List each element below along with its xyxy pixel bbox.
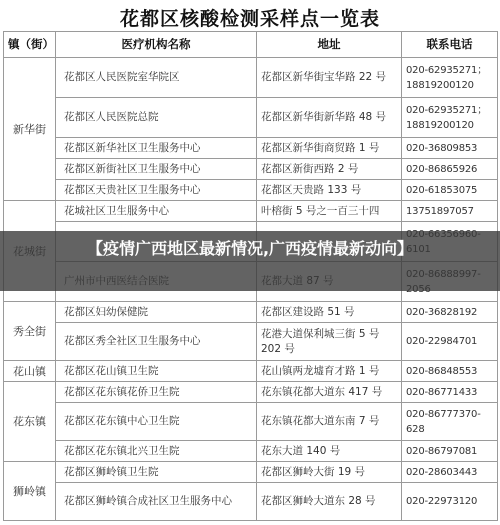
address-cell: 花山镇两龙墟育才路 1 号 — [257, 361, 402, 382]
header-address: 地址 — [257, 32, 402, 58]
institution-cell: 花都区新华社区卫生服务中心 — [56, 138, 257, 159]
town-cell: 新华街 — [4, 58, 56, 201]
table-row — [4, 58, 498, 98]
institution-cell: 花都区人民医院总院 — [56, 98, 257, 138]
institution-cell: 花都区花山镇卫生院 — [56, 361, 257, 382]
header-town: 镇（街） — [4, 32, 56, 58]
institution-cell: 花城社区卫生服务中心 — [56, 201, 257, 222]
phone-cell: 020-36828192 — [402, 302, 498, 323]
town-cell: 花东镇 — [4, 382, 56, 462]
header-phone: 联系电话 — [402, 32, 498, 58]
phone-cell: 020-62935271；18819200120 — [402, 58, 498, 98]
table-row — [4, 201, 498, 222]
address-cell: 花都区建设路 51 号 — [257, 302, 402, 323]
phone-cell: 020-28603443 — [402, 462, 498, 483]
phone-cell: 020-86848553 — [402, 361, 498, 382]
phone-cell: 020-36809853 — [402, 138, 498, 159]
phone-cell: 020-86771433 — [402, 382, 498, 403]
institution-cell: 花都区人民医院室华院区 — [56, 58, 257, 98]
institution-cell: 花都区天贵社区卫生服务中心 — [56, 180, 257, 201]
table-row — [4, 441, 498, 462]
headline-overlay-text: 【疫情广西地区最新情况,广西疫情最新动向】 — [86, 239, 414, 258]
table-header-row — [4, 32, 498, 58]
table-row — [4, 361, 498, 382]
phone-cell: 020-22984701 — [402, 323, 498, 361]
institution-cell: 花都区妇幼保健院 — [56, 302, 257, 323]
town-cell: 秀全街 — [4, 302, 56, 361]
institution-cell: 花都区狮岭镇合成社区卫生服务中心 — [56, 483, 257, 521]
table-row — [4, 180, 498, 201]
address-cell: 花东镇花都大道东南 7 号 — [257, 403, 402, 441]
header-institution: 医疗机构名称 — [56, 32, 257, 58]
table-row — [4, 159, 498, 180]
address-cell: 花都区狮岭大道东 28 号 — [257, 483, 402, 521]
institution-cell: 花都区花东镇花侨卫生院 — [56, 382, 257, 403]
institution-cell: 花都区秀全社区卫生服务中心 — [56, 323, 257, 361]
table-row — [4, 138, 498, 159]
institution-cell: 花都区新街社区卫生服务中心 — [56, 159, 257, 180]
phone-cell: 13751897057 — [402, 201, 498, 222]
address-cell: 花东大道 140 号 — [257, 441, 402, 462]
address-cell: 花东镇花都大道东 417 号 — [257, 382, 402, 403]
table-row — [4, 323, 498, 361]
table-row — [4, 98, 498, 138]
institution-cell: 花都区狮岭镇卫生院 — [56, 462, 257, 483]
town-cell: 狮岭镇 — [4, 462, 56, 521]
table-row — [4, 483, 498, 521]
address-cell: 花都区新街西路 2 号 — [257, 159, 402, 180]
address-cell: 花都区天贵路 133 号 — [257, 180, 402, 201]
phone-cell: 020-86865926 — [402, 159, 498, 180]
address-cell: 花港大道保利城三街 5 号 202 号 — [257, 323, 402, 361]
address-cell: 花都区新华街新华路 48 号 — [257, 98, 402, 138]
address-cell: 花都区狮岭大街 19 号 — [257, 462, 402, 483]
phone-cell: 020-62935271；18819200120 — [402, 98, 498, 138]
table-row — [4, 382, 498, 403]
institution-cell: 花都区花东镇北兴卫生院 — [56, 441, 257, 462]
phone-cell: 020-86777370-628 — [402, 403, 498, 441]
phone-cell: 020-22973120 — [402, 483, 498, 521]
table-row — [4, 462, 498, 483]
address-cell: 花都区新华街宝华路 22 号 — [257, 58, 402, 98]
town-cell: 花山镇 — [4, 361, 56, 382]
phone-cell: 020-61853075 — [402, 180, 498, 201]
table-row — [4, 403, 498, 441]
address-cell: 叶榕街 5 号之一百三十四 — [257, 201, 402, 222]
table-row — [4, 302, 498, 323]
page-title: 花都区核酸检测采样点一览表 — [119, 8, 380, 30]
phone-cell: 020-86797081 — [402, 441, 498, 462]
institution-cell: 花都区花东镇中心卫生院 — [56, 403, 257, 441]
address-cell: 花都区新华街商贸路 1 号 — [257, 138, 402, 159]
